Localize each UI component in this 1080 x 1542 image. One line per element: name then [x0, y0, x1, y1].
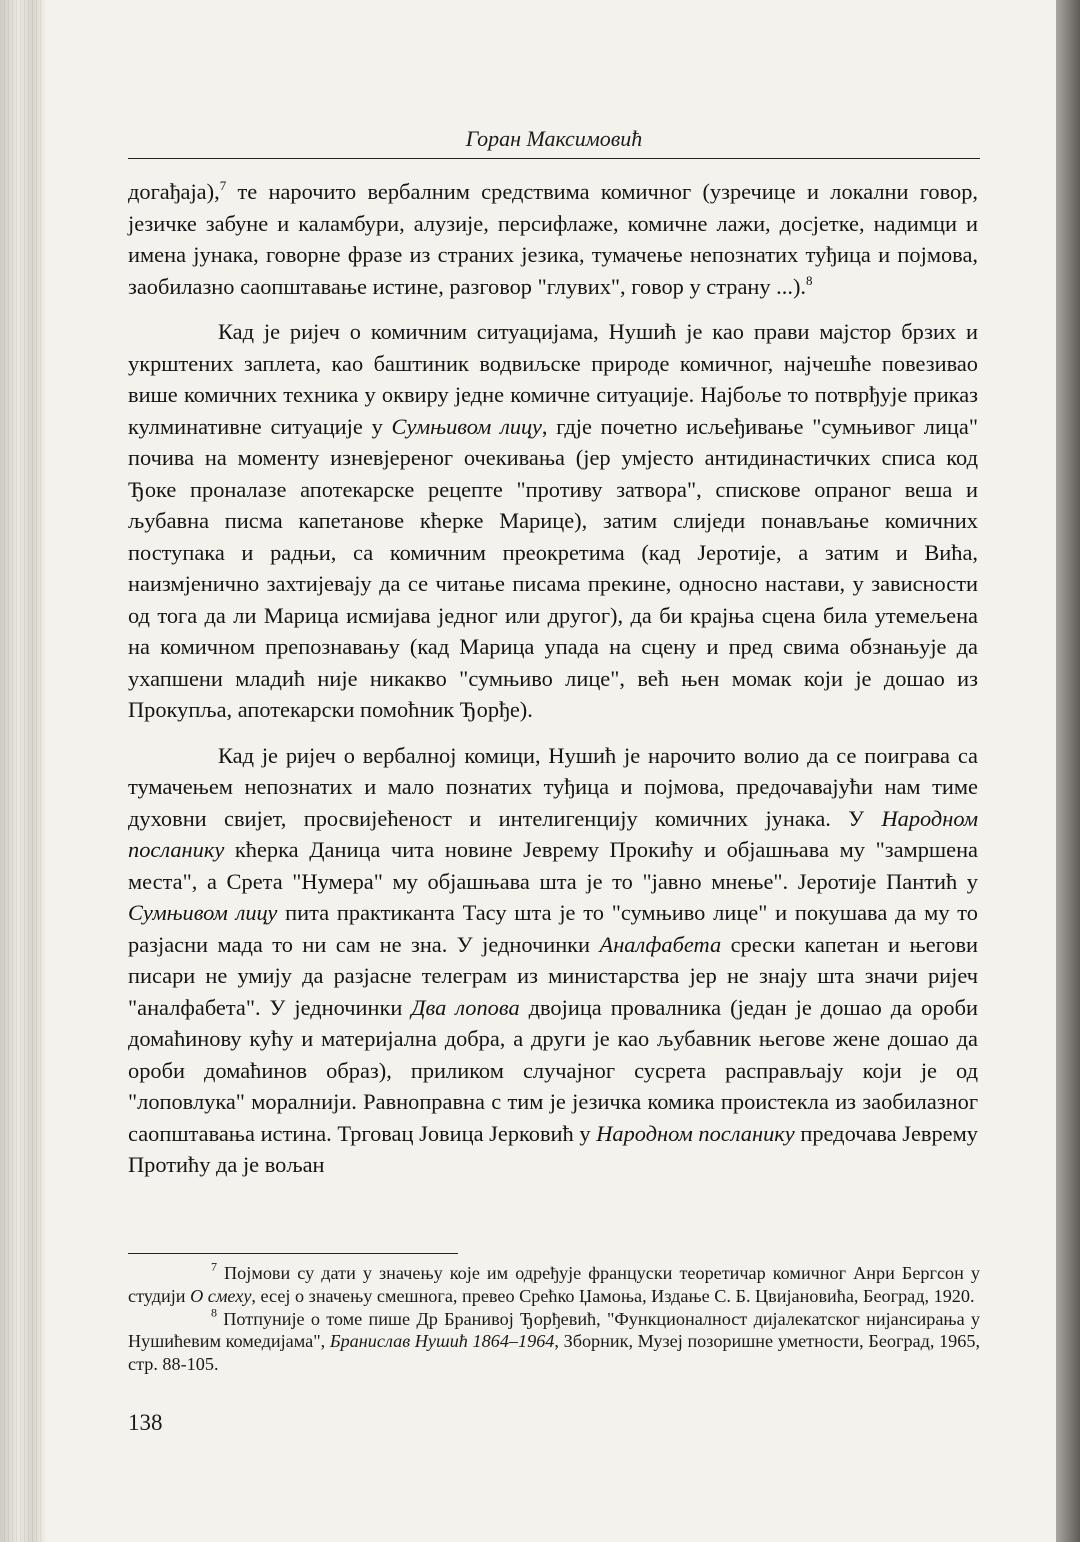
text-run: срески капетан и његови писари не умију да разјасне телеграм из министарства јер не знају шта значи ријеч "аналфабета". У једночинки	[128, 931, 979, 1020]
text-run: Потпуније о томе пише Др Бранивој Ђорђевић, "Функционалност дијалекатског нијансирања у Нушићевим комедијама",	[128, 1308, 980, 1352]
italic-title: Сумњивом лицу	[128, 900, 278, 925]
text-run: те нарочито вербалним средствима комичног (узречице и локални говор, језичке забуне и каламбури, алузије, персифлаже, комичне лажи, досјетке, надимци и имена јунака, говорне фразе из страних језика, тумачење непознатих туђица и појмова, заобилазно саопштавање истине, разговор "глувих", говор у страну ...).	[128, 179, 978, 299]
text-run: предочава Јеврему Протићу да је вољан	[128, 1120, 978, 1177]
text-run: двојица провалника (један је дошао да ороби домаћинову кућу и материјална добра, а други је као љубавник његове жене дошао да ороби домаћинов образ), приликом случајног сусрета расправљају који је од "лоповлука" моралнији. Равноправна с тим је језичка комика проистекла из заобилазног саопштавања истина. Трговац Јовица Јерковић у	[128, 994, 978, 1146]
paragraph-1	[128, 176, 978, 302]
text-run: догађаја),	[128, 179, 220, 204]
text-run: , гдје почетно исљеђивање "сумњивог лица" почива на моменту изневјереног очекивања (јер умјесто антидинастичких списа код Ђоке проналазе апотекарске рецепте "противу затвора", спискове опраног веша и љубавна писма капетанове кћерке Марице), затим слиједи понављање комичних поступака и радњи, са комичним преокретима (кад Јеротије, а затим и Вића, наизмјенично захтијевају да се читање писама прекине, односно настави, у зависности од тога да ли Марица исмијава једног или другог), да би крајња сцена била утемељена на комичном препознавању (кад Марица упада на сцену и пред свима обзнањује да ухапшени младић није никакво "сумњиво лице", већ њен момак који је дошао из Прокупља, апотекарски помоћник Ђорђе).	[128, 413, 978, 722]
book-page-edge-lines	[4, 0, 44, 1542]
italic-title: Аналфабета	[599, 931, 722, 957]
text-run: Појмови су дати у значењу које им одређује француски теоретичар комичног Анри Бергсон у студији	[128, 1263, 980, 1306]
text-run: Кад је ријеч о комичним ситуацијама, Нушић је као прави мајстор брзих и укрштених заплета, као баштиник водвиљске природе комичног, најчешће повезивао више комичних техника у оквиру једне комичне ситуације. Најбоље то потврђује приказ кулминативне ситуације у	[128, 319, 978, 439]
footnote-ref-8: 8	[211, 1305, 217, 1320]
paragraph-3	[128, 740, 978, 1181]
header-rule	[128, 158, 980, 159]
text-run: , есеј о значењу смешнога, превео Срећко Џамоња, Издање С. Б. Цвијановића, Београд, 1920.	[251, 1285, 975, 1306]
italic-title: Бранислав Нушић 1864–1964	[329, 1331, 555, 1352]
text-run: кћерка Даница чита новине Јеврему Прокићу и објашњава му "замршена места", а Срета "Нумера" му објашњава шта је то "јавно мнење". Јеротије Пантић у	[128, 837, 978, 894]
footnote-rule	[128, 1253, 458, 1254]
italic-title: Народном посланику	[128, 805, 978, 862]
footnote-7	[128, 1259, 980, 1308]
footnotes	[128, 1259, 980, 1376]
footnote-8	[128, 1305, 980, 1376]
main-text	[128, 176, 978, 1181]
footnote-ref-7: 7	[211, 1259, 217, 1274]
italic-title: О смеху	[190, 1285, 252, 1306]
page-number: 138	[128, 1410, 163, 1435]
scan-shadow	[1056, 0, 1080, 1542]
text-run: пита практиканта Тасу шта је то "сумњиво лице" и покушава да му то разјасни мада то ни сам не зна. У једночинки	[128, 900, 978, 957]
text-run: Кад је ријеч о вербалној комици, Нушић је нарочито волио да се поиграва са тумачењем непознатих и мало познатих туђица и појмова, предочавајући нам тиме духовни свијет, просвијећеност и интелигенцију комичних јунака. У	[128, 742, 978, 831]
text-run: , Зборник, Музеј позоришне уметности, Београд, 1965, стр. 88-105.	[128, 1331, 980, 1375]
running-header: Горан Максимовић	[465, 126, 643, 151]
footnote-ref-8: 8	[806, 272, 813, 288]
footnote-ref-7: 7	[219, 177, 227, 193]
italic-title: Народном посланику	[596, 1120, 795, 1146]
italic-title: Сумњивом лицу	[391, 413, 542, 439]
paragraph-2	[128, 316, 978, 726]
italic-title: Два лопова	[411, 994, 520, 1020]
